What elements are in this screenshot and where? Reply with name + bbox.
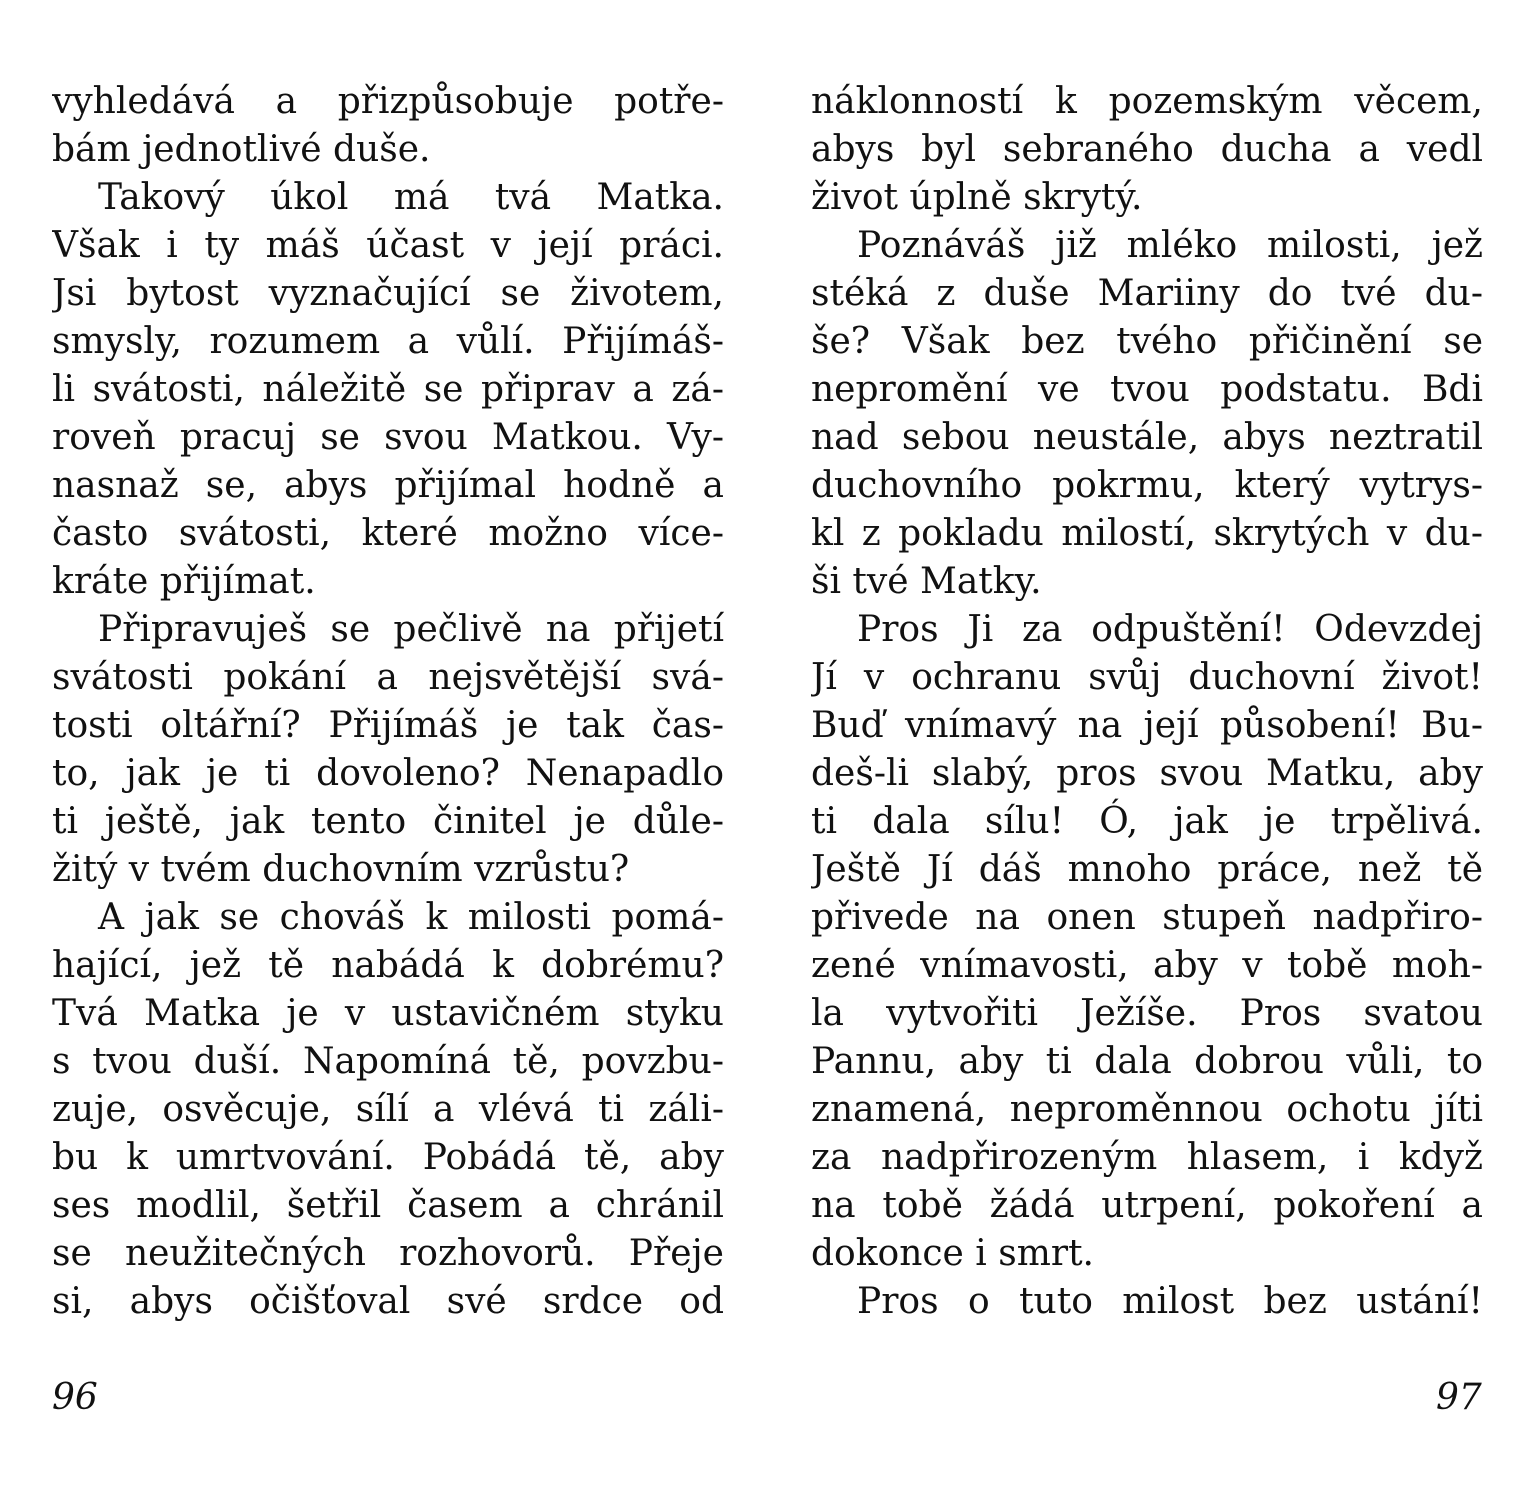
text-line: ti dala sílu! Ó, jak je trpělivá. [811, 801, 1483, 842]
text-line: kráte přijímat. [52, 561, 316, 602]
text-line: tosti oltářní? Přijímáš je tak čas- [52, 705, 724, 746]
right-page-text [811, 78, 1483, 1326]
text-line: Však i ty máš účast v její práci. [52, 225, 724, 266]
text-line: s tvou duší. Napomíná tě, povzbu- [52, 1041, 724, 1082]
text-line: ses modlil, šetřil časem a chránil [52, 1185, 724, 1226]
text-line: Připravuješ se pečlivě na přijetí [98, 609, 724, 650]
page-number-right: 97 [1436, 1377, 1482, 1418]
text-line: Tvá Matka je v ustavičném styku [52, 993, 724, 1034]
text-line: na tobě žádá utrpení, pokoření a [811, 1185, 1483, 1226]
text-line: nad sebou neustále, abys neztratil [811, 417, 1483, 458]
text-line: duchovního pokrmu, který vytrys- [811, 465, 1483, 506]
text-line: deš-li slabý, pros svou Matku, aby [811, 753, 1483, 794]
text-line: ti ještě, jak tento činitel je důle- [52, 801, 724, 842]
text-line: vyhledává a přizpůsobuje potře- [52, 81, 724, 122]
text-line: často svátosti, které možno více- [52, 513, 724, 554]
text-line: svátosti pokání a nejsvětější svá- [52, 657, 724, 698]
text-line: Ještě Jí dáš mnoho práce, než tě [811, 849, 1483, 890]
text-line: Jsi bytost vyznačující se životem, [52, 273, 724, 314]
text-line: si, abys očišťoval své srdce od [52, 1281, 724, 1322]
text-line: Jí v ochranu svůj duchovní život! [811, 657, 1483, 698]
text-line: kl z pokladu milostí, skrytých v du- [811, 513, 1483, 554]
text-line: stéká z duše Mariiny do tvé du- [811, 273, 1483, 314]
text-line: hající, jež tě nabádá k dobrému? [52, 945, 724, 986]
text-line: přivede na onen stupeň nadpřiro- [811, 897, 1483, 938]
text-line: to, jak je ti dovoleno? Nenapadlo [52, 753, 724, 794]
text-line: bám jednotlivé duše. [52, 129, 431, 170]
text-line: se neužitečných rozhovorů. Přeje [52, 1233, 724, 1274]
left-page-text [52, 78, 724, 1326]
text-line: život úplně skrytý. [811, 177, 1143, 218]
text-line: Pros Ji za odpuštění! Odevzdej [857, 609, 1483, 650]
text-line: náklonností k pozemským věcem, [811, 81, 1483, 122]
text-line: Pannu, aby ti dala dobrou vůli, to [811, 1041, 1483, 1082]
text-line: abys byl sebraného ducha a vedl [811, 129, 1483, 170]
page-number-left: 96 [52, 1377, 98, 1418]
text-line: zuje, osvěcuje, sílí a vlévá ti záli- [52, 1089, 724, 1130]
text-line: zené vnímavosti, aby v tobě moh- [811, 945, 1483, 986]
text-line: nepromění ve tvou podstatu. Bdi [811, 369, 1483, 410]
text-line: la vytvořiti Ježíše. Pros svatou [811, 993, 1483, 1034]
text-line: ši tvé Matky. [811, 561, 1042, 602]
text-line: A jak se chováš k milosti pomá- [98, 897, 724, 938]
text-line: nasnaž se, abys přijímal hodně a [52, 465, 724, 506]
text-line: še? Však bez tvého přičinění se [811, 321, 1483, 362]
text-line: bu k umrtvování. Pobádá tě, aby [52, 1137, 724, 1178]
text-line: smysly, rozumem a vůlí. Přijímáš- [52, 321, 724, 362]
text-line: Pros o tuto milost bez ustání! [857, 1281, 1483, 1322]
text-line: li svátosti, náležitě se připrav a zá- [52, 369, 724, 410]
text-line: žitý v tvém duchovním vzrůstu? [52, 849, 630, 890]
text-line: znamená, neproměnnou ochotu jíti [811, 1089, 1483, 1130]
text-line: Takový úkol má tvá Matka. [98, 177, 724, 218]
text-line: za nadpřirozeným hlasem, i když [811, 1137, 1483, 1178]
text-line: roveň pracuj se svou Matkou. Vy- [52, 417, 724, 458]
text-line: dokonce i smrt. [811, 1233, 1094, 1274]
text-line: Poznáváš již mléko milosti, jež [857, 225, 1483, 266]
text-line: Buď vnímavý na její působení! Bu- [811, 705, 1483, 746]
